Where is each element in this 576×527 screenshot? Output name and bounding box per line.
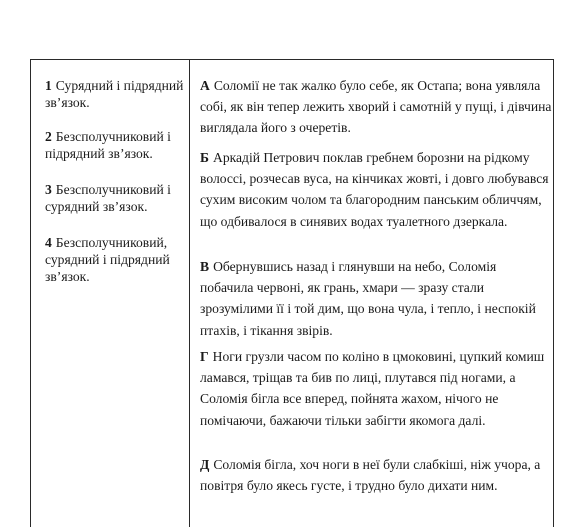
option-item [45,128,185,162]
option-text: Безсполучниковий і сурядний зв’язок. [45,182,171,214]
sentence-letter: В [200,259,210,274]
option-item [45,234,185,285]
option-text: Безсполучниковий, сурядний і підрядний зв’язок. [45,235,170,284]
sentence-letter: Г [200,349,209,364]
sentence-letter: А [200,78,210,93]
sentence-text: Аркадій Петрович поклав гребнем борозни на рідкому волоссі, розчесав вуса, на кінчиках жовті, і довго любувався сухим високим чолом та благородним панським обличчям, що одбивалося в синявих водах туалетного дзеркала. [200,150,549,229]
options-column [31,60,190,527]
option-number: 4 [45,235,52,250]
sentences-column [190,60,553,527]
option-number: 3 [45,182,52,197]
option-number: 2 [45,129,52,144]
option-text: Безсполучниковий і підрядний зв’язок. [45,129,171,161]
option-text: Сурядний і підрядний зв’язок. [45,78,184,110]
sentence-text: Ноги грузли часом по коліно в цмоковині, цупкий комиш ламався, тріщав та бив по лиці, плутався під ногами, а Соломія бігла все вперед, пойнята жахом, нічого не помічаючи, бажаючи тільки забігти якомога далі. [200,349,545,428]
sentence-letter: Б [200,150,209,165]
option-item [45,181,185,215]
sentence-letter: Д [200,457,210,472]
sentence-item [200,75,552,139]
sentence-text: Соломії не так жалко було себе, як Остапа; вона уявляла собі, як він тепер лежить хворий і самотній у пущі, і дівчина виглядала його з очеретів. [200,78,552,136]
option-item [45,77,185,111]
sentence-item [200,454,552,496]
sentence-text: Соломія бігла, хоч ноги в неї були слабкіші, ніж учора, а повітря було якесь густе, і трудно було дихати ним. [200,457,541,494]
sentence-item [200,256,552,341]
sentence-item [200,346,552,431]
matching-table [30,59,554,527]
sentence-text: Обернувшись назад і глянувши на небо, Соломія побачила червоні, як грань, хмари — зразу стали зрозумілими її і той дим, що вона чула, і тепло, і неспокій птахів, і тікання звірів. [200,259,536,338]
option-number: 1 [45,78,52,93]
sentence-item [200,147,552,232]
